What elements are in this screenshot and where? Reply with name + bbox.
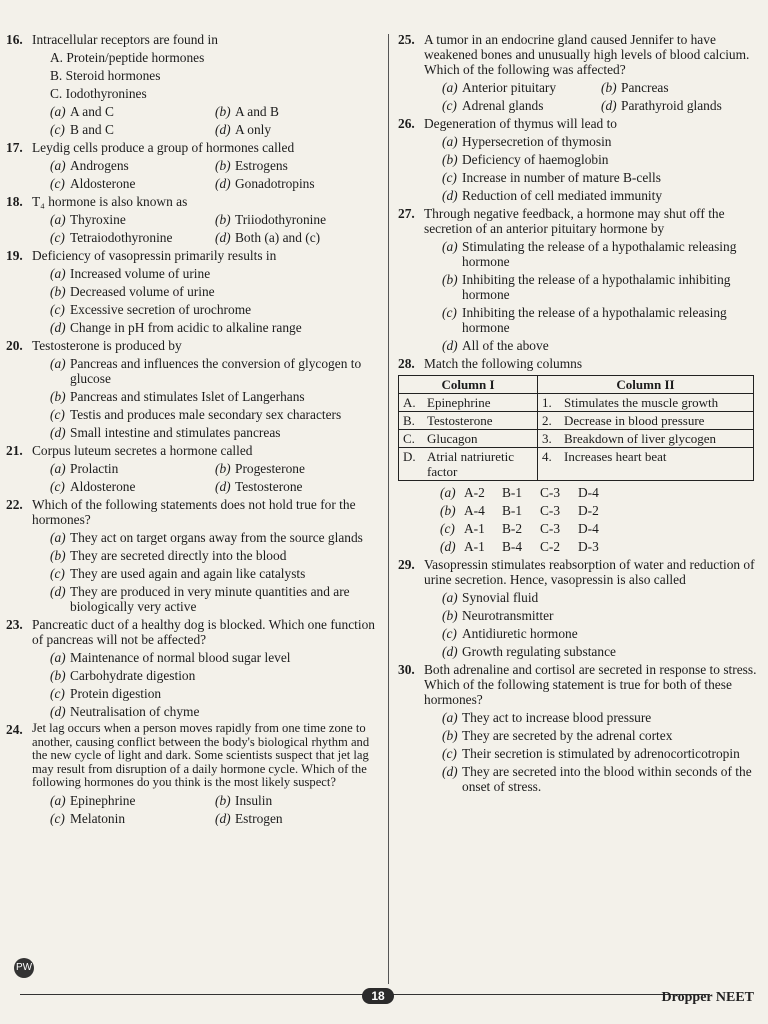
option-a[interactable]: (a) Prolactin (50, 461, 119, 476)
option-c[interactable]: (c) Testis and produces male secondary sex characters (50, 407, 342, 422)
option-d[interactable]: (d) Parathyroid glands (601, 98, 722, 113)
option-d[interactable]: (d) Reduction of cell mediated immunity (442, 188, 663, 203)
question-text: A tumor in an endocrine gland caused Jennifer to have weakened bones and unusually high levels of blood calcium. Which of the following was affected? (424, 32, 750, 77)
option-b[interactable]: (b) Deficiency of haemoglobin (442, 152, 609, 167)
option-d[interactable]: (d) A only (215, 122, 272, 137)
question-28 (398, 356, 760, 554)
question-number: 21. (6, 443, 23, 458)
option-d[interactable]: (d) Small intestine and stimulates pancreas (50, 425, 281, 440)
option-a[interactable]: (a) They act to increase blood pressure (442, 710, 652, 725)
option-a[interactable]: (a) Increased volume of urine (50, 266, 211, 281)
option-a[interactable]: (a) Hypersecretion of thymosin (442, 134, 612, 149)
option-c[interactable]: (c) Inhibiting the release of a hypothalamic releasing hormone (442, 305, 727, 335)
question-27 (398, 206, 760, 353)
option-d[interactable]: (d) Estrogen (215, 810, 283, 826)
option-b[interactable]: (b) Carbohydrate digestion (50, 668, 196, 683)
question-20 (6, 338, 381, 440)
question-number: 25. (398, 32, 415, 47)
question-25 (398, 32, 760, 113)
option-b[interactable]: (b) Estrogens (215, 158, 288, 173)
question-text: Intracellular receptors are found in (32, 32, 218, 47)
question-number: 20. (6, 338, 23, 353)
question-number: 29. (398, 557, 415, 572)
question-29 (398, 557, 760, 659)
question-number: 30. (398, 662, 415, 677)
option-b[interactable]: (b) Neurotransmitter (442, 608, 554, 623)
option-d[interactable]: (d) Growth regulating substance (442, 644, 616, 659)
question-16 (6, 32, 381, 137)
option-a[interactable]: (a) They act on target organs away from the source glands (50, 530, 363, 545)
statement-a: A. Protein/peptide hormones (50, 50, 205, 65)
option-c[interactable]: (c) Their secretion is stimulated by adrenocorticotropin (442, 746, 740, 761)
option-c[interactable]: (c) Adrenal glands (442, 98, 544, 113)
option-c[interactable]: (c) Antidiuretic hormone (442, 626, 578, 641)
question-text: Vasopressin stimulates reabsorption of water and reduction of urine secretion. Hence, vasopressin is also called (424, 557, 755, 587)
question-24 (6, 722, 381, 826)
option-c[interactable]: (c) A-1 B-2 C-3 D-4 (440, 521, 599, 536)
option-b[interactable]: (b) Triiodothyronine (215, 212, 327, 227)
option-c[interactable]: (c) Excessive secretion of urochrome (50, 302, 252, 317)
question-text: Both adrenaline and cortisol are secreted in response to stress. Which of the following statement is true for both of these hormones? (424, 662, 757, 707)
table-row: C. Glucagon 3. Breakdown of liver glycogen (399, 430, 754, 448)
option-a[interactable]: (a) Maintenance of normal blood sugar level (50, 650, 291, 665)
option-b[interactable]: (b) Pancreas and stimulates Islet of Langerhans (50, 389, 305, 404)
option-a[interactable]: (a) A and C (50, 104, 114, 119)
option-a[interactable]: (a) A-2 B-1 C-3 D-4 (440, 485, 599, 500)
option-c[interactable]: (c) Melatonin (50, 810, 126, 826)
publisher-logo-icon: PW (14, 958, 34, 978)
question-number: 16. (6, 32, 23, 47)
question-text: Jet lag occurs when a person moves rapidly from one time zone to another, causing conflict between the body's biological rhythm and the new cycle of light and dark. Some scientists suspect that jet lag may result from disruption of a daily hormone cycle. Which of the following hormones do you think is the most likely suspect? (32, 721, 370, 789)
question-30 (398, 662, 760, 794)
question-text: Match the following columns (424, 356, 583, 371)
question-number: 28. (398, 356, 415, 371)
option-d[interactable]: (d) Both (a) and (c) (215, 230, 321, 245)
question-number: 18. (6, 194, 23, 209)
option-d[interactable]: (d) Change in pH from acidic to alkaline range (50, 320, 302, 335)
question-number: 19. (6, 248, 23, 263)
table-row: D. Atrial natriuretic factor 4. Increases heart beat (399, 448, 754, 481)
option-b[interactable]: (b) A and B (215, 104, 279, 119)
statement-b: B. Steroid hormones (50, 68, 161, 83)
option-a[interactable]: (a) Synovial fluid (442, 590, 539, 605)
question-number: 23. (6, 617, 23, 632)
option-a[interactable]: (a) Androgens (50, 158, 129, 173)
option-d[interactable]: (d) A-1 B-4 C-2 D-3 (440, 539, 599, 554)
question-23 (6, 617, 381, 719)
option-a[interactable]: (a) Stimulating the release of a hypothalamic releasing hormone (442, 239, 737, 269)
table-row: B. Testosterone 2. Decrease in blood pressure (399, 412, 754, 430)
option-b[interactable]: (b) They are secreted directly into the blood (50, 548, 287, 563)
option-c[interactable]: (c) Aldosterone (50, 479, 136, 494)
question-18 (6, 194, 381, 245)
statement-c: C. Iodothyronines (50, 86, 147, 101)
brand-label: Dropper NEET (661, 990, 754, 1005)
question-number: 24. (6, 722, 23, 737)
question-text: Which of the following statements does not hold true for the hormones? (32, 497, 356, 527)
option-b[interactable]: (b) Progesterone (215, 461, 305, 476)
option-c[interactable]: (c) Protein digestion (50, 686, 162, 701)
right-column (398, 32, 760, 797)
left-column (6, 32, 381, 829)
question-number: 27. (398, 206, 415, 221)
question-number: 26. (398, 116, 415, 131)
question-21 (6, 443, 381, 494)
column-divider (388, 34, 389, 984)
question-text: Leydig cells produce a group of hormones called (32, 140, 295, 155)
question-text: Degeneration of thymus will lead to (424, 116, 618, 131)
question-text: Pancreatic duct of a healthy dog is blocked. Which one function of pancreas will not be affected? (32, 617, 375, 647)
option-b[interactable]: (b) A-4 B-1 C-3 D-2 (440, 503, 599, 518)
column-i-header: Column I (399, 376, 538, 394)
question-22 (6, 497, 381, 614)
option-b[interactable]: (b) Decreased volume of urine (50, 284, 215, 299)
question-26 (398, 116, 760, 203)
option-b[interactable]: (b) Inhibiting the release of a hypothalamic inhibiting hormone (442, 272, 731, 302)
option-c[interactable]: (c) They are used again and again like catalysts (50, 566, 306, 581)
question-text: Corpus luteum secretes a hormone called (32, 443, 253, 458)
option-c[interactable]: (c) Aldosterone (50, 176, 136, 191)
option-d[interactable]: (d) All of the above (442, 338, 549, 353)
table-row: A. Epinephrine 1. Stimulates the muscle growth (399, 394, 754, 412)
option-c[interactable]: (c) B and C (50, 122, 114, 137)
option-d[interactable]: (d) Neutralisation of chyme (50, 704, 200, 719)
question-19 (6, 248, 381, 335)
question-text: Deficiency of vasopressin primarily results in (32, 248, 277, 263)
match-table (398, 375, 754, 481)
question-text: Through negative feedback, a hormone may shut off the secretion of an anterior pituitary hormone by (424, 206, 725, 236)
option-b[interactable]: (b) Pancreas (601, 80, 669, 95)
question-17 (6, 140, 381, 191)
option-d[interactable]: (d) Gonadotropins (215, 176, 315, 191)
question-text: T₄ hormone is also known as (32, 194, 188, 209)
option-d[interactable]: (d) They are secreted into the blood within seconds of the onset of stress. (442, 764, 752, 794)
question-number: 17. (6, 140, 23, 155)
option-a[interactable]: (a) Thyroxine (50, 212, 126, 227)
page-number: 18 (362, 988, 394, 1004)
question-number: 22. (6, 497, 23, 512)
option-a[interactable]: (a) Pancreas and influences the conversion of glycogen to glucose (50, 356, 362, 386)
option-d[interactable]: (d) Testosterone (215, 479, 303, 494)
question-text: Testosterone is produced by (32, 338, 182, 353)
option-c[interactable]: (c) Increase in number of mature B-cells (442, 170, 661, 185)
option-b[interactable]: (b) Insulin (215, 792, 273, 808)
option-a[interactable]: (a) Anterior pituitary (442, 80, 557, 95)
option-b[interactable]: (b) They are secreted by the adrenal cortex (442, 728, 673, 743)
option-c[interactable]: (c) Tetraiodothyronine (50, 230, 173, 245)
option-a[interactable]: (a) Epinephrine (50, 792, 136, 808)
option-d[interactable]: (d) They are produced in very minute quantities and are biologically very active (50, 584, 350, 614)
column-ii-header: Column II (538, 376, 754, 394)
